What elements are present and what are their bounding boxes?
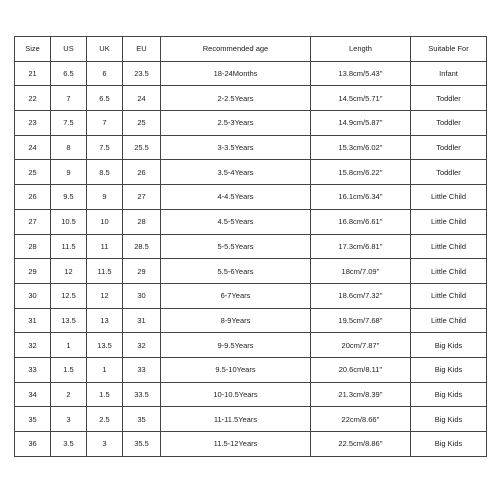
header-row (15, 37, 487, 62)
cell-size: 21 (15, 61, 51, 86)
cell-eu: 26 (123, 160, 161, 185)
table-row (15, 234, 487, 259)
cell-uk: 11.5 (87, 259, 123, 284)
header-size: Size (15, 37, 51, 62)
cell-us: 2 (51, 382, 87, 407)
cell-size: 30 (15, 283, 51, 308)
cell-length: 20.6cm/8.11'' (311, 357, 411, 382)
table-row (15, 283, 487, 308)
cell-uk: 6 (87, 61, 123, 86)
header-suitable-for: Suitable For (411, 37, 487, 62)
table-body (15, 61, 487, 456)
cell-length: 22.5cm/8.86'' (311, 432, 411, 457)
cell-size: 23 (15, 111, 51, 136)
cell-suitable-for: Little Child (411, 209, 487, 234)
header-uk: UK (87, 37, 123, 62)
cell-uk: 7 (87, 111, 123, 136)
cell-us: 12.5 (51, 283, 87, 308)
cell-suitable-for: Toddler (411, 160, 487, 185)
cell-length: 15.8cm/6.22'' (311, 160, 411, 185)
cell-us: 9.5 (51, 185, 87, 210)
cell-recommended-age: 3.5-4Years (161, 160, 311, 185)
cell-us: 9 (51, 160, 87, 185)
cell-length: 17.3cm/6.81'' (311, 234, 411, 259)
cell-eu: 23.5 (123, 61, 161, 86)
cell-eu: 35.5 (123, 432, 161, 457)
cell-uk: 12 (87, 283, 123, 308)
cell-length: 20cm/7.87'' (311, 333, 411, 358)
cell-size: 26 (15, 185, 51, 210)
cell-uk: 10 (87, 209, 123, 234)
cell-suitable-for: Big Kids (411, 407, 487, 432)
header-length: Length (311, 37, 411, 62)
cell-eu: 27 (123, 185, 161, 210)
table-row (15, 333, 487, 358)
cell-recommended-age: 5.5-6Years (161, 259, 311, 284)
cell-size: 25 (15, 160, 51, 185)
cell-uk: 9 (87, 185, 123, 210)
cell-eu: 28 (123, 209, 161, 234)
cell-size: 28 (15, 234, 51, 259)
cell-eu: 25.5 (123, 135, 161, 160)
cell-recommended-age: 4.5-5Years (161, 209, 311, 234)
header-eu: EU (123, 37, 161, 62)
cell-eu: 24 (123, 86, 161, 111)
cell-us: 1 (51, 333, 87, 358)
cell-recommended-age: 10-10.5Years (161, 382, 311, 407)
cell-size: 35 (15, 407, 51, 432)
cell-recommended-age: 2.5-3Years (161, 111, 311, 136)
cell-size: 22 (15, 86, 51, 111)
cell-recommended-age: 9.5-10Years (161, 357, 311, 382)
cell-length: 14.9cm/5.87'' (311, 111, 411, 136)
cell-eu: 28.5 (123, 234, 161, 259)
cell-us: 10.5 (51, 209, 87, 234)
cell-suitable-for: Big Kids (411, 382, 487, 407)
cell-length: 21.3cm/8.39'' (311, 382, 411, 407)
cell-length: 13.8cm/5.43'' (311, 61, 411, 86)
cell-us: 12 (51, 259, 87, 284)
table-row (15, 209, 487, 234)
cell-size: 31 (15, 308, 51, 333)
cell-uk: 13.5 (87, 333, 123, 358)
cell-recommended-age: 2-2.5Years (161, 86, 311, 111)
cell-suitable-for: Toddler (411, 111, 487, 136)
cell-size: 27 (15, 209, 51, 234)
cell-us: 7.5 (51, 111, 87, 136)
cell-size: 33 (15, 357, 51, 382)
cell-uk: 2.5 (87, 407, 123, 432)
cell-size: 32 (15, 333, 51, 358)
cell-us: 13.5 (51, 308, 87, 333)
cell-length: 19.5cm/7.68'' (311, 308, 411, 333)
cell-recommended-age: 6-7Years (161, 283, 311, 308)
cell-eu: 25 (123, 111, 161, 136)
cell-uk: 3 (87, 432, 123, 457)
cell-size: 29 (15, 259, 51, 284)
cell-recommended-age: 9-9.5Years (161, 333, 311, 358)
cell-suitable-for: Big Kids (411, 333, 487, 358)
cell-suitable-for: Little Child (411, 283, 487, 308)
cell-suitable-for: Big Kids (411, 357, 487, 382)
table-row (15, 382, 487, 407)
cell-length: 18.6cm/7.32'' (311, 283, 411, 308)
table-row (15, 185, 487, 210)
cell-length: 16.1cm/6.34'' (311, 185, 411, 210)
cell-uk: 11 (87, 234, 123, 259)
cell-us: 1.5 (51, 357, 87, 382)
cell-suitable-for: Little Child (411, 234, 487, 259)
table-row (15, 86, 487, 111)
cell-suitable-for: Little Child (411, 259, 487, 284)
cell-uk: 13 (87, 308, 123, 333)
cell-uk: 1 (87, 357, 123, 382)
cell-suitable-for: Little Child (411, 185, 487, 210)
table-row (15, 308, 487, 333)
cell-length: 15.3cm/6.02'' (311, 135, 411, 160)
cell-us: 11.5 (51, 234, 87, 259)
cell-recommended-age: 11-11.5Years (161, 407, 311, 432)
cell-recommended-age: 3-3.5Years (161, 135, 311, 160)
cell-us: 7 (51, 86, 87, 111)
cell-recommended-age: 8-9Years (161, 308, 311, 333)
header-recommended-age: Recommended age (161, 37, 311, 62)
cell-size: 24 (15, 135, 51, 160)
cell-length: 18cm/7.09'' (311, 259, 411, 284)
cell-eu: 30 (123, 283, 161, 308)
cell-eu: 29 (123, 259, 161, 284)
cell-uk: 7.5 (87, 135, 123, 160)
cell-uk: 8.5 (87, 160, 123, 185)
size-chart-table (14, 36, 487, 457)
cell-recommended-age: 5-5.5Years (161, 234, 311, 259)
cell-us: 3 (51, 407, 87, 432)
table-row (15, 357, 487, 382)
cell-suitable-for: Toddler (411, 86, 487, 111)
table-row (15, 160, 487, 185)
cell-length: 14.5cm/5.71'' (311, 86, 411, 111)
header-us: US (51, 37, 87, 62)
cell-recommended-age: 18-24Months (161, 61, 311, 86)
cell-recommended-age: 4-4.5Years (161, 185, 311, 210)
table-row (15, 61, 487, 86)
cell-recommended-age: 11.5-12Years (161, 432, 311, 457)
cell-eu: 35 (123, 407, 161, 432)
cell-us: 8 (51, 135, 87, 160)
cell-size: 36 (15, 432, 51, 457)
cell-uk: 1.5 (87, 382, 123, 407)
table-row (15, 135, 487, 160)
cell-length: 22cm/8.66'' (311, 407, 411, 432)
cell-length: 16.8cm/6.61'' (311, 209, 411, 234)
table-row (15, 111, 487, 136)
cell-suitable-for: Little Child (411, 308, 487, 333)
cell-us: 3.5 (51, 432, 87, 457)
cell-suitable-for: Infant (411, 61, 487, 86)
size-chart-container (14, 36, 486, 457)
cell-uk: 6.5 (87, 86, 123, 111)
table-row (15, 432, 487, 457)
cell-eu: 33 (123, 357, 161, 382)
cell-us: 6.5 (51, 61, 87, 86)
cell-eu: 31 (123, 308, 161, 333)
cell-eu: 33.5 (123, 382, 161, 407)
table-row (15, 407, 487, 432)
cell-size: 34 (15, 382, 51, 407)
cell-eu: 32 (123, 333, 161, 358)
cell-suitable-for: Toddler (411, 135, 487, 160)
table-row (15, 259, 487, 284)
cell-suitable-for: Big Kids (411, 432, 487, 457)
